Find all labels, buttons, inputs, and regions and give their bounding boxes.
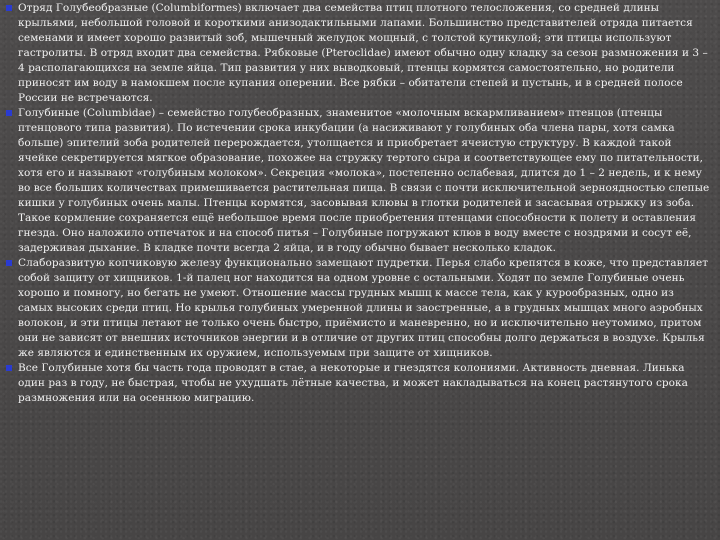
paragraph-text: Слаборазвитую копчиковую железу функционально замещают пудретки. Перья слабо крепятся в коже, что представляет собой защиту от хищников. 1-й палец ног находится на одном уровне с остальными. Ходят по земле Голубиные очень хорошо и помногу, но бегать не умеют. Отношение массы грудных мышц к массе тела, как у курообразных, одно из самых высоких среди птиц. Но крылья голубиных умеренной длины и заостренные, а в грудных мышцах много аэробных волокон, и эти птицы летают не только очень быстро, приёмисто и маневренно, но и исключительно неутомимо, притом они не зависят от внешних источников энергии и в отличие от других птиц способны долго держаться в воздухе. Крылья же являются и единственным их оружием, используемым при защите от хищников. [18,257,709,359]
paragraph-text: Все Голубиные хотя бы часть года проводят в стае, а некоторые и гнездятся колониями. Активность дневная. Линька один раз в году, не быстрая, чтобы не ухудшать лётные качества, и может накладываться на конец растянутого срока размножения или на осеннюю миграцию. [18,362,688,404]
paragraph-columbiformes [6,1,712,106]
bullet-icon [6,5,12,11]
bullet-icon [6,365,12,371]
paragraph-anatomy-flight [6,256,712,361]
paragraph-columbidae [6,106,712,256]
bullet-icon [6,110,12,116]
paragraph-text: Отряд Голубеобразные (Columbiformes) включает два семейства птиц плотного телосложения, со средней длины крыльями, небольшой головой и короткими анизодактильными лапами. Большинство представителей отряда питается семенами и имеет хорошо развитый зоб, мышечный желудок мощный, с толстой кутикулой; эти птицы используют гастролиты. В отряд входит два семейства. Рябковые (Pteroclidae) имеют обычно одну кладку за сезон размножения и 3 – 4 располагающихся на земле яйца. Тип развития у них выводковый, птенцы кормятся самостоятельно, но родители приносят им воду в намокшем после купания оперении. Все рябки – обитатели степей и пустынь, и в средней полосе России не встречаются. [18,2,708,104]
bullet-icon [6,260,12,266]
paragraph-text: Голубиные (Columbidae) – семейство голубеобразных, знаменитое «молочным вскармливанием» птенцов (птенцы птенцового типа развития). По истечении срока инкубации (а насиживают у голубиных оба члена пары, хотя самка больше) эпителий зоба родителей перерождается, утолщается и приобретает ячеистую структуру. В каждой такой ячейке секретируется мягкое образование, похожее на стружку тертого сыра и соответствующее ему по питательности, хотя его и называют «голубиным молоком». Секреция «молока», постепенно ослабевая, длится до 1 – 2 недель, и к нему во все больших количествах примешивается растительная пища. В связи с почти исключительной зерноядностью слепые кишки у голубиных очень малы. Птенцы кормятся, засовывая клювы в глотки родителей и засасывая отрыжку из зоба. Такое кормление сохраняется ещё небольшое время после приобретения птенцами способности к полету и оставления гнезда. Оно наложило отпечаток и на способ питья – Голубиные погружают клюв в воду вместе с ноздрями и сосут её, задерживая дыхание. В кладке почти всегда 2 яйца, и в году обычно бывает несколько кладок. [18,107,710,254]
paragraph-behavior [6,361,712,406]
